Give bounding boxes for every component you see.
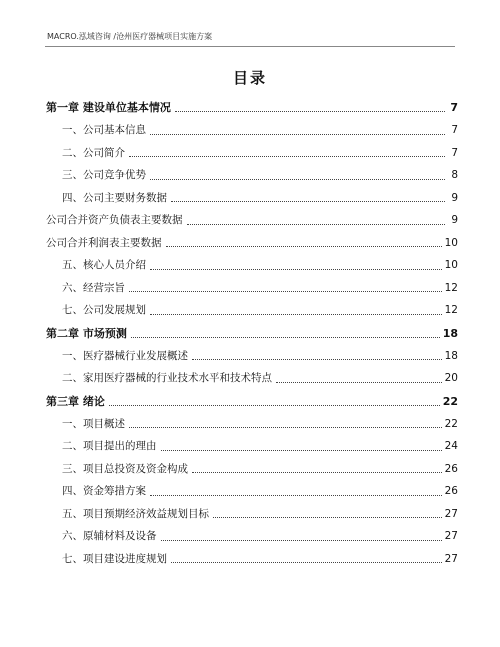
toc-entry-label: 一、公司基本信息 — [62, 124, 146, 136]
toc-entry-label: 四、资金筹措方案 — [62, 485, 146, 497]
dot-leader — [276, 382, 442, 383]
toc-section-entry[interactable] — [46, 164, 458, 187]
toc-section-entry[interactable] — [46, 254, 458, 277]
toc-page-number: 9 — [451, 214, 458, 226]
toc-page-number: 8 — [451, 169, 458, 181]
dot-leader — [187, 224, 446, 225]
dot-leader — [171, 562, 442, 563]
toc-section-entry[interactable] — [46, 209, 458, 232]
dot-leader — [161, 450, 442, 451]
toc-section-entry[interactable] — [46, 142, 458, 165]
dot-leader — [150, 134, 445, 135]
dot-leader — [150, 269, 442, 270]
dot-leader — [192, 359, 442, 360]
running-header: MACRO.泓域咨询 /沧州医疗器械项目实施方案 — [47, 32, 213, 41]
toc-entry-label: 六、经营宗旨 — [62, 281, 125, 294]
toc-page-number: 20 — [444, 372, 458, 384]
dot-leader — [109, 405, 440, 406]
dot-leader — [213, 517, 442, 518]
dot-leader — [129, 427, 442, 428]
toc-page-number: 24 — [444, 440, 458, 452]
dot-leader — [129, 156, 445, 157]
toc-entry-label: 第二章 市场预测 — [46, 326, 127, 340]
dot-leader — [150, 179, 445, 180]
toc-entry-label: 五、项目预期经济效益规划目标 — [62, 507, 209, 520]
toc-section-entry[interactable] — [46, 435, 458, 458]
toc-entry-label: 三、项目总投资及资金构成 — [62, 462, 188, 475]
dot-leader — [166, 246, 442, 247]
toc-entry-label: 二、公司简介 — [62, 146, 125, 159]
toc-section-entry[interactable] — [46, 525, 458, 548]
toc-page-number: 7 — [451, 146, 458, 159]
toc-section-entry[interactable] — [46, 548, 458, 571]
toc-entry-label: 公司合并利润表主要数据 — [46, 236, 162, 249]
toc-page-number: 12 — [444, 304, 458, 316]
toc-entry-label: 第三章 绪论 — [46, 394, 105, 408]
toc-section-entry[interactable] — [46, 187, 458, 210]
toc-chapter-entry[interactable] — [46, 390, 458, 413]
dot-leader — [150, 314, 442, 315]
toc-page-number: 27 — [444, 552, 458, 565]
toc-entry-label: 二、家用医疗器械的行业技术水平和技术特点 — [62, 372, 272, 384]
toc-entry-label: 二、项目提出的理由 — [62, 440, 157, 452]
toc-section-entry[interactable] — [46, 299, 458, 322]
toc-section-entry[interactable] — [46, 367, 458, 390]
toc-page-number: 18 — [444, 349, 458, 362]
toc-page-number: 22 — [442, 394, 458, 408]
toc-page-number: 10 — [444, 236, 458, 249]
toc-page-number: 18 — [442, 326, 458, 340]
toc-entry-label: 五、核心人员介绍 — [62, 259, 146, 271]
dot-leader — [161, 540, 442, 541]
dot-leader — [192, 472, 442, 473]
toc-section-entry[interactable] — [46, 503, 458, 526]
toc-chapter-entry[interactable] — [46, 96, 458, 119]
table-of-contents — [46, 96, 458, 570]
toc-page-number: 27 — [444, 530, 458, 542]
toc-page-number: 26 — [444, 462, 458, 475]
header-divider — [45, 46, 455, 47]
toc-section-entry[interactable] — [46, 480, 458, 503]
toc-entry-label: 三、公司竞争优势 — [62, 169, 146, 181]
toc-page-number: 26 — [444, 485, 458, 497]
toc-entry-label: 六、原辅材料及设备 — [62, 530, 157, 542]
toc-section-entry[interactable] — [46, 119, 458, 142]
toc-page-number: 22 — [444, 417, 458, 430]
toc-entry-label: 公司合并资产负债表主要数据 — [46, 214, 183, 226]
toc-page-number: 9 — [451, 191, 458, 204]
toc-section-entry[interactable] — [46, 277, 458, 300]
toc-section-entry[interactable] — [46, 458, 458, 481]
dot-leader — [175, 111, 445, 112]
toc-entry-label: 一、医疗器械行业发展概述 — [62, 349, 188, 362]
toc-entry-label: 七、公司发展规划 — [62, 304, 146, 316]
toc-page-number: 12 — [444, 281, 458, 294]
toc-section-entry[interactable] — [46, 232, 458, 255]
toc-entry-label: 四、公司主要财务数据 — [62, 191, 167, 204]
toc-section-entry[interactable] — [46, 413, 458, 436]
toc-page-number: 7 — [450, 101, 458, 114]
toc-entry-label: 第一章 建设单位基本情况 — [46, 101, 171, 114]
toc-title: 目录 — [232, 69, 267, 87]
toc-entry-label: 一、项目概述 — [62, 417, 125, 430]
dot-leader — [129, 291, 442, 292]
dot-leader — [171, 201, 445, 202]
dot-leader — [131, 337, 440, 338]
toc-entry-label: 七、项目建设进度规划 — [62, 552, 167, 565]
toc-page-number: 7 — [451, 124, 458, 136]
toc-section-entry[interactable] — [46, 345, 458, 368]
dot-leader — [150, 495, 442, 496]
toc-page-number: 27 — [444, 507, 458, 520]
toc-page-number: 10 — [444, 259, 458, 271]
toc-chapter-entry[interactable] — [46, 322, 458, 345]
